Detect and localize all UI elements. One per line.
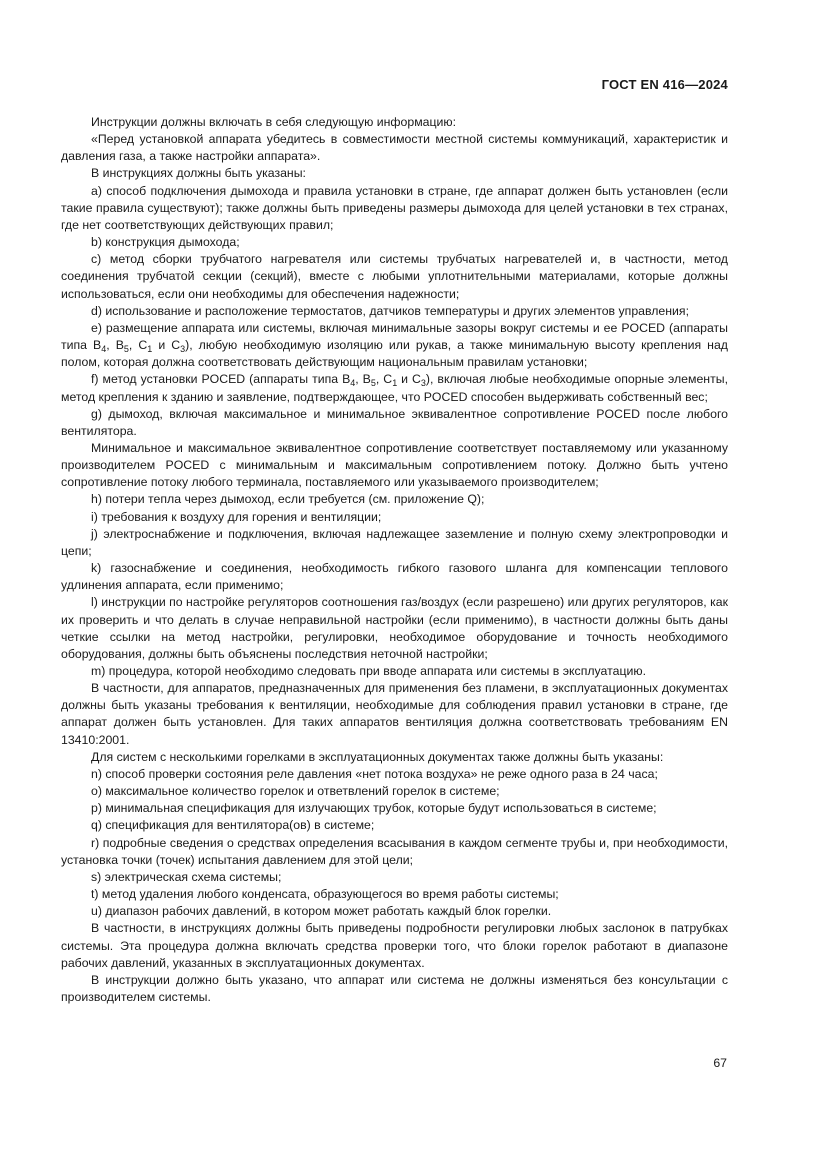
standard-designation: ГОСТ EN 416—2024 xyxy=(601,77,728,92)
paragraph: m) процедура, которой необходимо следовать при вводе аппарата или системы в эксплуатацию. xyxy=(91,664,646,678)
paragraph: u) диапазон рабочих давлений, в котором может работать каждый блок горелки. xyxy=(91,904,552,919)
paragraph: a) способ подключения дымохода и правила установки в стране, где аппарат должен быть установлен (если такие правила существуют); также должны быть приведены размеры дымохода для целей установки в тех странах, где нет соответствующих действующих правил; xyxy=(61,183,728,232)
paragraph: k) газоснабжение и соединения, необходимость гибкого газового шланга для компенсации теплового удлинения аппарата, если применимо; xyxy=(61,561,728,593)
paragraph: Инструкции должны включать в себя следующую информацию: xyxy=(91,115,457,129)
paragraph: Для систем с несколькими горелками в эксплуатационных документах также должны быть указаны: xyxy=(91,749,664,764)
paragraph: Минимальное и максимальное эквивалентное сопротивление соответствует поставляемому или указанному производителем POCED с минимальным и максимальным сопротивлением потоку. Должно быть учтено сопротивление потоку любого терминала, поставляемого или указываемого производителем; xyxy=(61,440,728,490)
paragraph: В частности, для аппаратов, предназначенных для применения без пламени, в эксплуатационных документах должны быть указаны требования к вентиляции, необходимые для соблюдения правил установки в стране, где аппарат должен быть установлен. Для таких аппаратов вентиляция должна соответствовать требованиям EN 13410:2001. xyxy=(61,681,728,747)
paragraph: l) инструкции по настройке регуляторов соотношения газ/воздух (если разрешено) или других регуляторов, как их проверить и что делать в случае неправильной настройки (если применимо), в частности должны быть даны четкие ссылки на метод настройки, регулировки, необходимое оборудование и точность необходимого оборудования, должны быть объяснены последствия неточной настройки; xyxy=(61,595,728,661)
paragraph: i) требования к воздуху для горения и вентиляции; xyxy=(91,509,382,524)
paragraph: g) дымоход, включая максимальное и минимальное эквивалентное сопротивление POCED после любого вентилятора. xyxy=(61,406,728,438)
paragraph: e) размещение аппарата или системы, включая минимальные зазоры вокруг системы и ее POCED (аппараты типа $B_4$, $B_5$, $C_1$ и $C_3$), любую необходимую изоляцию или рукав, а также минимальную высоту крепления над полом, которая должна соответствовать действующим национальным правилам установки; xyxy=(61,320,728,370)
paragraph: В частности, в инструкциях должны быть приведены подробности регулировки любых заслонок в патрубках системы. Эта процедура должна включать средства проверки того, что блоки горелок работают в диапазоне рабочих давлений, указанных в эксплуатационных документах. xyxy=(61,921,728,970)
paragraph: s) электрическая схема системы; xyxy=(91,869,282,884)
paragraph: В инструкциях должны быть указаны: xyxy=(91,166,306,181)
paragraph: o) максимальное количество горелок и ответвлений горелок в системе; xyxy=(91,784,500,799)
paragraph: n) способ проверки состояния реле давления «нет потока воздуха» не реже одного раза в 24 часа; xyxy=(91,766,658,781)
paragraph: q) спецификация для вентилятора(ов) в системе; xyxy=(91,818,375,833)
paragraph: b) конструкция дымохода; xyxy=(91,235,240,250)
paragraph: В инструкции должно быть указано, что аппарат или система не должны изменяться без консультации с производителем системы. xyxy=(61,972,728,1004)
paragraph: «Перед установкой аппарата убедитесь в совместимости местной системы коммуникаций, характеристик и давления газа, а также настройки аппарата». xyxy=(61,132,728,164)
paragraph: d) использование и расположение термостатов, датчиков температуры и других элементов управления; xyxy=(91,303,689,318)
paragraph: t) метод удаления любого конденсата, образующегося во время работы системы; xyxy=(91,887,559,902)
paragraph: c) метод сборки трубчатого нагревателя или системы трубчатых нагревателей и, в частности, метод соединения трубчатой секции (секций), вместе с любыми уплотнительными материалами, которые должны использоваться, если они необходимы для обеспечения надежности; xyxy=(61,252,728,301)
paragraph: f) метод установки POCED (аппараты типа $B_4$, $B_5$, $C_1$ и $C_3$), включая любые необходимые опорные элементы, метод крепления к зданию и заявление, подтверждающее, что POCED способен выдерживать собственный вес; xyxy=(61,372,728,404)
paragraph: j) электроснабжение и подключения, включая надлежащее заземление и полную схему электропроводки и цепи; xyxy=(61,526,728,558)
paragraph: h) потери тепла через дымоход, если требуется (см. приложение Q); xyxy=(91,492,485,507)
paragraph: p) минимальная спецификация для излучающих трубок, которые будут использоваться в системе; xyxy=(91,801,657,816)
document-body xyxy=(61,114,728,1006)
paragraph: r) подробные сведения о средствах определения всасывания в каждом сегменте трубы и, при необходимости, установка точки (точек) испытания давлением для этой цели; xyxy=(61,835,728,867)
page-number: 67 xyxy=(713,1056,727,1070)
